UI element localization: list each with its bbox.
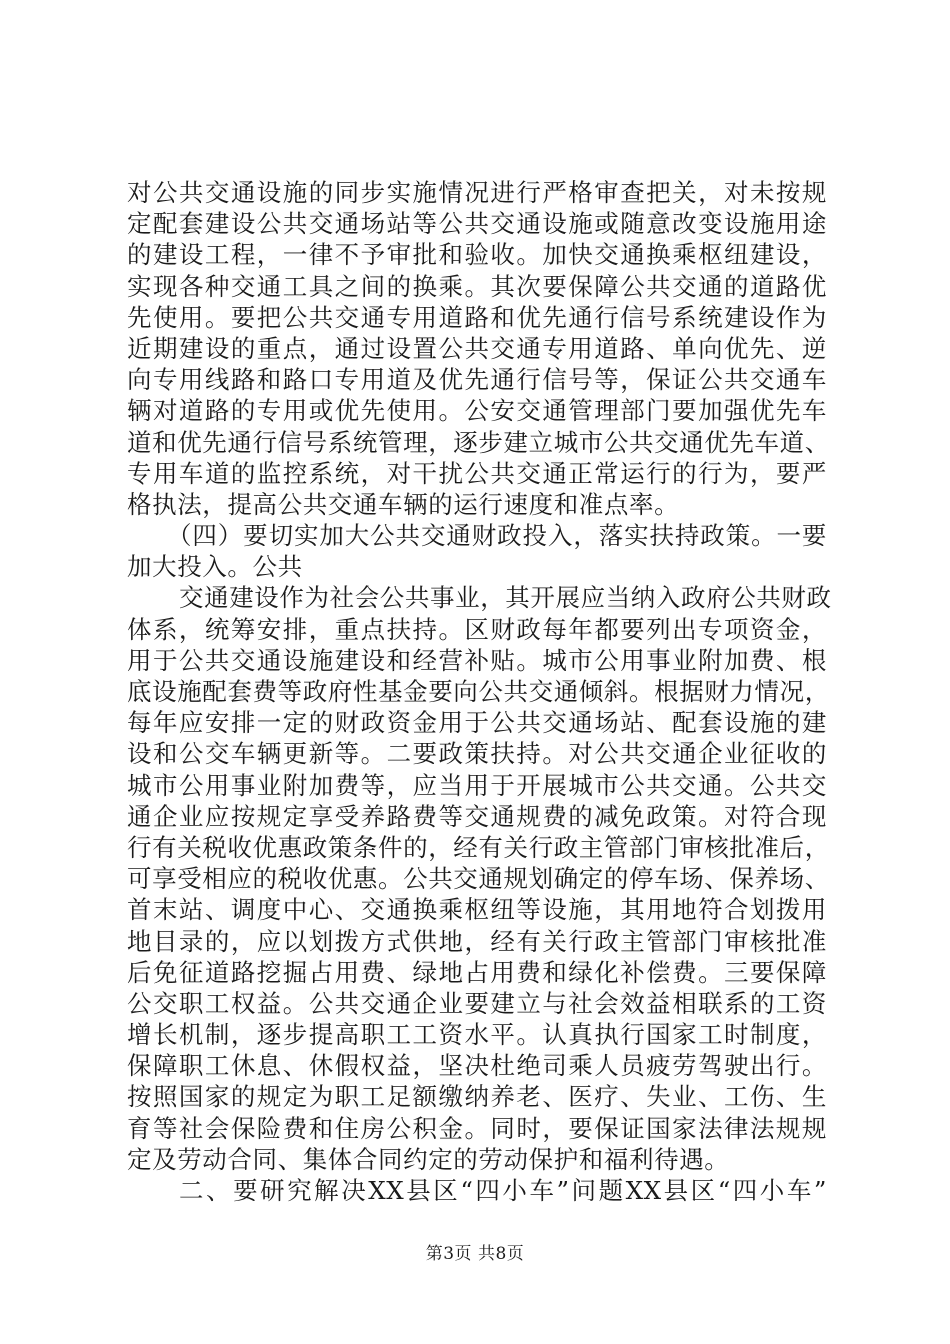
text-line: 交通建设作为社会公共事业，其开展应当纳入政府公共财政 [179,583,832,613]
text-line: 辆对道路的专用或优先使用。公安交通管理部门要加强优先车 [127,396,827,426]
text-line: 加大投入。公共 [127,552,303,582]
text-line: 二、要研究解决XX县区“四小车”问题XX县区“四小车” [179,1176,827,1205]
text-line: 定配套建设公共交通场站等公共交通设施或随意改变设施用途 [127,209,827,239]
text-line: 近期建设的重点，通过设置公共交通专用道路、单向优先、逆 [127,333,827,363]
text-line: 定及劳动合同、集体合同约定的劳动保护和福利待遇。 [127,1144,730,1174]
text-line: 可享受相应的税收优惠。公共交通规划确定的停车场、保养场、 [127,864,830,894]
text-line: 用于公共交通设施建设和经营补贴。城市公用事业附加费、根 [127,645,827,675]
text-line: 按照国家的规定为职工足额缴纳养老、医疗、失业、工伤、生 [127,1082,827,1112]
page-footer: 第3页 共8页 [425,1244,525,1264]
text-line: 专用车道的监控系统，对干扰公共交通正常运行的行为，要严 [127,458,827,488]
text-line: 后免征道路挖掘占用费、绿地占用费和绿化补偿费。三要保障 [127,957,827,987]
text-line: 地目录的，应以划拨方式供地，经有关行政主管部门审核批准 [127,926,827,956]
document-body [127,177,832,1206]
text-line: 实现各种交通工具之间的换乘。其次要保障公共交通的道路优 [127,271,827,301]
text-line: （四）要切实加大公共交通财政投入，落实扶持政策。一要 [167,521,827,551]
text-line: 先使用。要把公共交通专用道路和优先通行信号系统建设作为 [127,302,827,332]
text-line: 设和公交车辆更新等。二要政策扶持。对公共交通企业征收的 [127,739,827,769]
text-line: 体系，统筹安排，重点扶持。区财政每年都要列出专项资金， [127,614,827,644]
text-line: 首末站、调度中心、交通换乘枢纽等设施，其用地符合划拨用 [127,895,827,925]
text-line: 增长机制，逐步提高职工工资水平。认真执行国家工时制度， [127,1020,827,1050]
text-line: 保障职工休息、休假权益，坚决杜绝司乘人员疲劳驾驶出行。 [127,1051,827,1081]
text-line: 每年应安排一定的财政资金用于公共交通场站、配套设施的建 [127,708,827,738]
text-line: 城市公用事业附加费等，应当用于开展城市公共交通。公共交 [127,770,827,800]
text-line: 公交职工权益。公共交通企业要建立与社会效益相联系的工资 [127,988,827,1018]
text-line: 通企业应按规定享受养路费等交通规费的减免政策。对符合现 [127,801,827,831]
text-line: 道和优先通行信号系统管理，逐步建立城市公共交通优先车道、 [127,427,830,457]
text-line: 格执法，提高公共交通车辆的运行速度和准点率。 [127,489,680,519]
text-line: 的建设工程，一律不予审批和验收。加快交通换乘枢纽建设， [127,240,827,270]
text-line: 底设施配套费等政府性基金要向公共交通倾斜。根据财力情况， [127,677,830,706]
text-line: 行有关税收优惠政策条件的，经有关行政主管部门审核批准后， [127,832,830,862]
text-line: 向专用线路和路口专用道及优先通行信号等，保证公共交通车 [127,365,827,395]
text-line: 育等社会保险费和住房公积金。同时，要保证国家法律法规规 [127,1113,827,1143]
text-line: 对公共交通设施的同步实施情况进行严格审查把关，对未按规 [127,178,827,207]
